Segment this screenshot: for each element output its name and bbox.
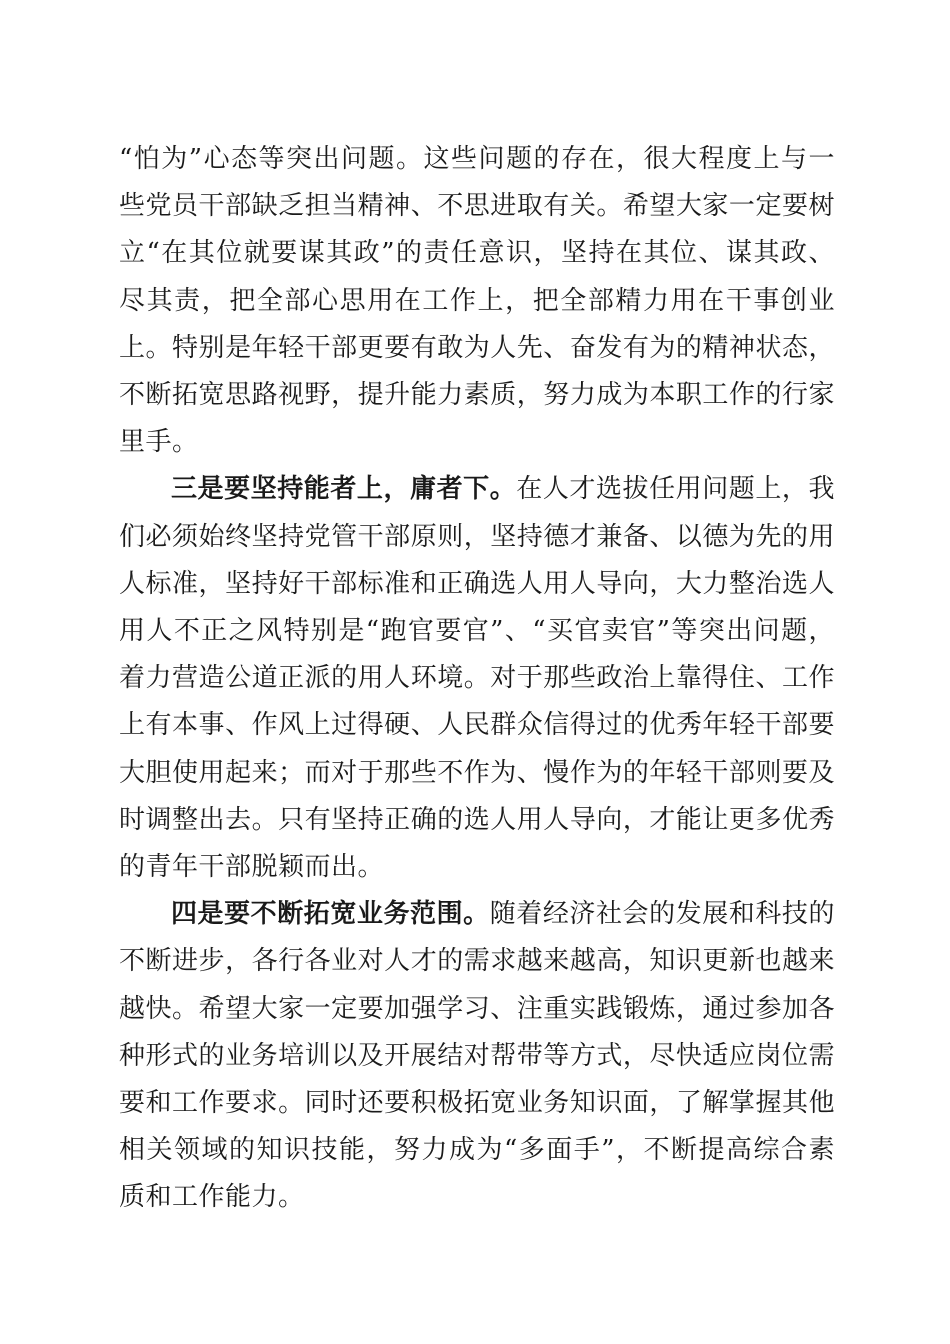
paragraph-text: 随着经济社会的发展和科技的不断进步，各行各业对人才的需求越来越高，知识更新也越来越快。希望大家一定要加强学习、注重实践锻炼，通过参加各种形式的业务培训以及开展结对帮带等方式，尽快适应岗位需要和工作要求。同时还要积极拓宽业务知识面，了解掌握其他相关领域的知识技能，努力成为“多面手”，不断提高综合素质和工作能力。	[119, 899, 835, 1213]
paragraph-lead-heading: 四是要不断拓宽业务范围。	[171, 899, 490, 930]
paragraph-lead-heading: 三是要坚持能者上，庸者下。	[171, 474, 517, 505]
paragraph-point-three	[119, 466, 835, 891]
paragraph-text: “怕为”心态等突出问题。这些问题的存在，很大程度上与一些党员干部缺乏担当精神、不思进取有关。希望大家一定要树立“在其位就要谋其政”的责任意识，坚持在其位、谋其政、尽其责，把全部心思用在工作上，把全部精力用在干事创业上。特别是年轻干部更要有敢为人先、奋发有为的精神状态，不断拓宽思路视野，提升能力素质，努力成为本职工作的行家里手。	[119, 144, 835, 458]
paragraph-point-four	[119, 891, 835, 1221]
paragraph-text: 在人才选拔任用问题上，我们必须始终坚持党管干部原则，坚持德才兼备、以德为先的用人标准，坚持好干部标准和正确选人用人导向，大力整治选人用人不正之风特别是“跑官要官”、“买官卖官”等突出问题，着力营造公道正派的用人环境。对于那些政治上靠得住、工作上有本事、作风上过得硬、人民群众信得过的优秀年轻干部要大胆使用起来；而对于那些不作为、慢作为的年轻干部则要及时调整出去。只有坚持正确的选人用人导向，才能让更多优秀的青年干部脱颖而出。	[119, 474, 835, 883]
paragraph-continuation	[119, 136, 835, 466]
document-body	[119, 136, 835, 1222]
